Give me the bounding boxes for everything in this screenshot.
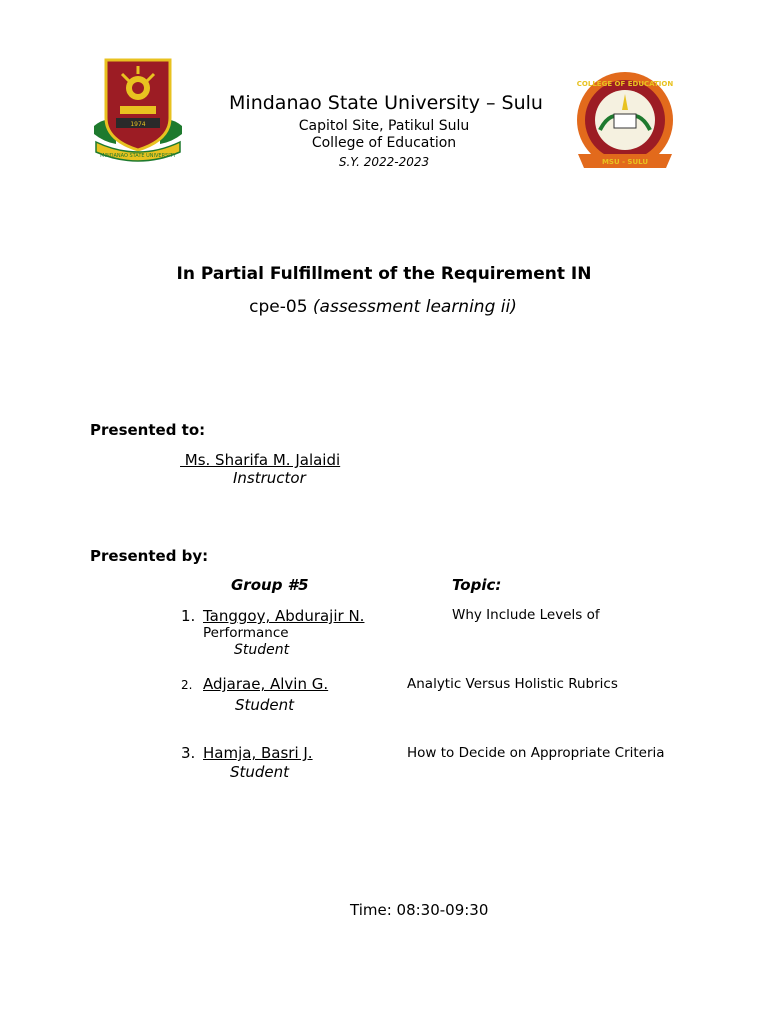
svg-text:1974: 1974 [130, 121, 146, 128]
member-topic: How to Decide on Appropriate Criteria [407, 745, 665, 761]
member-number: 2. [181, 678, 193, 692]
course-title [249, 297, 517, 317]
svg-text:MINDANAO STATE UNIVERSITY: MINDANAO STATE UNIVERSITY [100, 153, 176, 159]
member-role: Student [230, 763, 290, 781]
member-topic: Analytic Versus Holistic Rubrics [407, 676, 618, 692]
college-of-education-seal-icon [570, 70, 680, 174]
presentation-time: Time: 08:30-09:30 [350, 901, 489, 919]
member-topic-continuation: Performance [203, 625, 289, 641]
member-number: 1. [181, 607, 196, 625]
college-name: College of Education [311, 135, 457, 151]
requirement-title: In Partial Fulfillment of the Requirement IN [176, 264, 592, 284]
member-name: Adjarae, Alvin G. [203, 675, 329, 693]
course-name: (assessment learning ii) [312, 297, 517, 317]
topic-header: Topic: [452, 576, 502, 594]
address: Capitol Site, Patikul Sulu [298, 118, 470, 134]
instructor-name: Ms. Sharifa M. Jalaidi [180, 451, 341, 469]
svg-text:MSU - SULU: MSU - SULU [601, 158, 649, 166]
university-name: Mindanao State University – Sulu [229, 92, 543, 114]
school-year: S.Y. 2022-2023 [338, 155, 430, 169]
presented-by-label: Presented by: [90, 547, 209, 565]
presented-to-label: Presented to: [90, 421, 206, 439]
member-role: Student [234, 642, 290, 658]
member-name: Tanggoy, Abdurajir N. [203, 607, 365, 625]
member-topic: Why Include Levels of [452, 607, 600, 623]
msu-seal-icon [90, 56, 186, 168]
instructor-role: Instructor [233, 469, 306, 487]
member-role: Student [235, 696, 295, 714]
member-name: Hamja, Basri J. [203, 744, 313, 762]
member-number: 3. [181, 744, 196, 762]
group-header: Group #5 [231, 576, 309, 594]
svg-text:COLLEGE OF EDUCATION: COLLEGE OF EDUCATION [576, 80, 674, 88]
course-code: cpe-05 [249, 297, 308, 317]
